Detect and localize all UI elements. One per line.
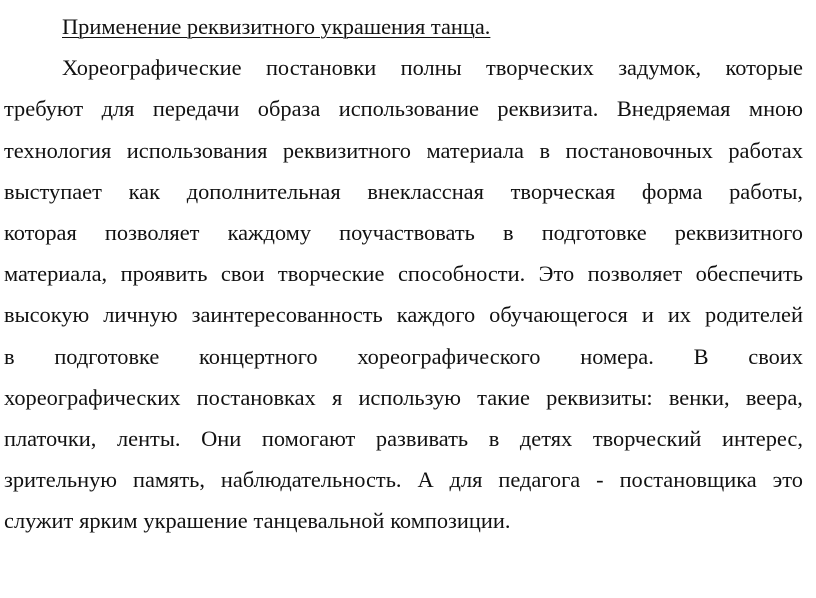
word: это	[772, 467, 803, 493]
word: заинтересованность	[191, 302, 383, 328]
word: как	[128, 178, 160, 204]
word: каждому	[227, 219, 312, 245]
word: платочки,	[4, 425, 97, 451]
word: подготовке	[541, 219, 647, 245]
word: передачи	[152, 96, 240, 122]
word: и	[641, 302, 654, 328]
word: помогают	[261, 425, 356, 451]
word: требуют	[4, 96, 84, 122]
word: А	[417, 467, 434, 493]
word: в	[488, 425, 500, 451]
word: своих	[748, 343, 803, 369]
paragraph-line	[4, 500, 803, 541]
paragraph-line	[4, 88, 803, 129]
paragraph-line	[4, 47, 803, 88]
paragraph-line	[4, 130, 803, 171]
word: их	[667, 302, 692, 328]
word: хореографического	[357, 343, 541, 369]
word: свои	[220, 261, 265, 287]
word: обучающегося	[489, 302, 628, 328]
word: использования	[126, 137, 268, 163]
word: реквизитного	[282, 137, 412, 163]
word: постановки	[265, 55, 377, 81]
word: дополнительная	[186, 178, 341, 204]
word: родителей	[705, 302, 803, 328]
word: работы,	[729, 178, 803, 204]
paragraph-line	[4, 336, 803, 377]
word: ярким	[79, 508, 138, 534]
word: память,	[132, 467, 205, 493]
paragraph-line	[4, 171, 803, 212]
paragraph-line	[4, 377, 803, 418]
word: подготовке	[54, 343, 160, 369]
word: концертного	[199, 343, 318, 369]
word: венки,	[668, 384, 730, 410]
word: обеспечить	[695, 261, 803, 287]
word: для	[449, 467, 483, 493]
paragraph-line	[4, 294, 803, 335]
word: позволяет	[104, 219, 200, 245]
word: использую	[358, 384, 461, 410]
word: форма	[641, 178, 703, 204]
word: постановках	[196, 384, 316, 410]
word: которая	[4, 219, 77, 245]
word: творческих	[486, 55, 594, 81]
word: реквизитного	[674, 219, 803, 245]
word: полны	[400, 55, 462, 81]
word: -	[596, 467, 604, 493]
word: украшение	[143, 508, 248, 534]
paragraph-line	[4, 418, 803, 459]
word: интерес,	[722, 425, 803, 451]
word: в	[503, 219, 514, 245]
word: для	[101, 96, 135, 122]
document-body	[4, 6, 803, 541]
word: Внедряемая	[616, 96, 731, 122]
word: личную	[103, 302, 178, 328]
word: служит	[4, 508, 74, 534]
word: я	[331, 384, 343, 410]
word: способности.	[397, 261, 526, 287]
word: реквизиты:	[546, 384, 653, 410]
paragraph-line	[4, 212, 803, 253]
word: танцевальной	[253, 508, 385, 534]
word: наблюдательность.	[220, 467, 402, 493]
word: такие	[477, 384, 530, 410]
word: ленты.	[116, 425, 181, 451]
word: материала	[426, 137, 524, 163]
word: постановщика	[619, 467, 757, 493]
word: в	[539, 137, 551, 163]
word: позволяет	[587, 261, 683, 287]
word: каждого	[396, 302, 476, 328]
word: образа	[257, 96, 321, 122]
word: высокую	[4, 302, 90, 328]
document-heading: Применение реквизитного украшения танца.	[62, 14, 491, 39]
word: поучаствовать	[339, 219, 475, 245]
word: развивать	[375, 425, 469, 451]
word: работах	[728, 137, 803, 163]
word: композиции.	[390, 508, 511, 534]
word: материала,	[4, 261, 108, 287]
word: использование	[338, 96, 479, 122]
word: детях	[519, 425, 573, 451]
word: в	[4, 343, 15, 369]
word: Это	[538, 261, 575, 287]
word: задумок,	[618, 55, 702, 81]
word: проявить	[120, 261, 208, 287]
word: выступает	[4, 178, 102, 204]
word: постановочных	[565, 137, 713, 163]
word: В	[693, 343, 709, 369]
word: технология	[4, 137, 112, 163]
paragraph-line	[4, 253, 803, 294]
word: творческий	[592, 425, 702, 451]
word: Хореографические	[62, 55, 242, 81]
word: педагога	[498, 467, 581, 493]
word: Они	[201, 425, 242, 451]
document-paragraph	[4, 47, 803, 541]
word: мною	[748, 96, 803, 122]
word: хореографических	[4, 384, 181, 410]
word: творческие	[277, 261, 385, 287]
word: которые	[725, 55, 803, 81]
word: веера,	[745, 384, 803, 410]
word: реквизита.	[497, 96, 599, 122]
word: зрительную	[4, 467, 118, 493]
word: номера.	[580, 343, 654, 369]
paragraph-line	[4, 459, 803, 500]
word: внеклассная	[367, 178, 484, 204]
word: творческая	[510, 178, 616, 204]
